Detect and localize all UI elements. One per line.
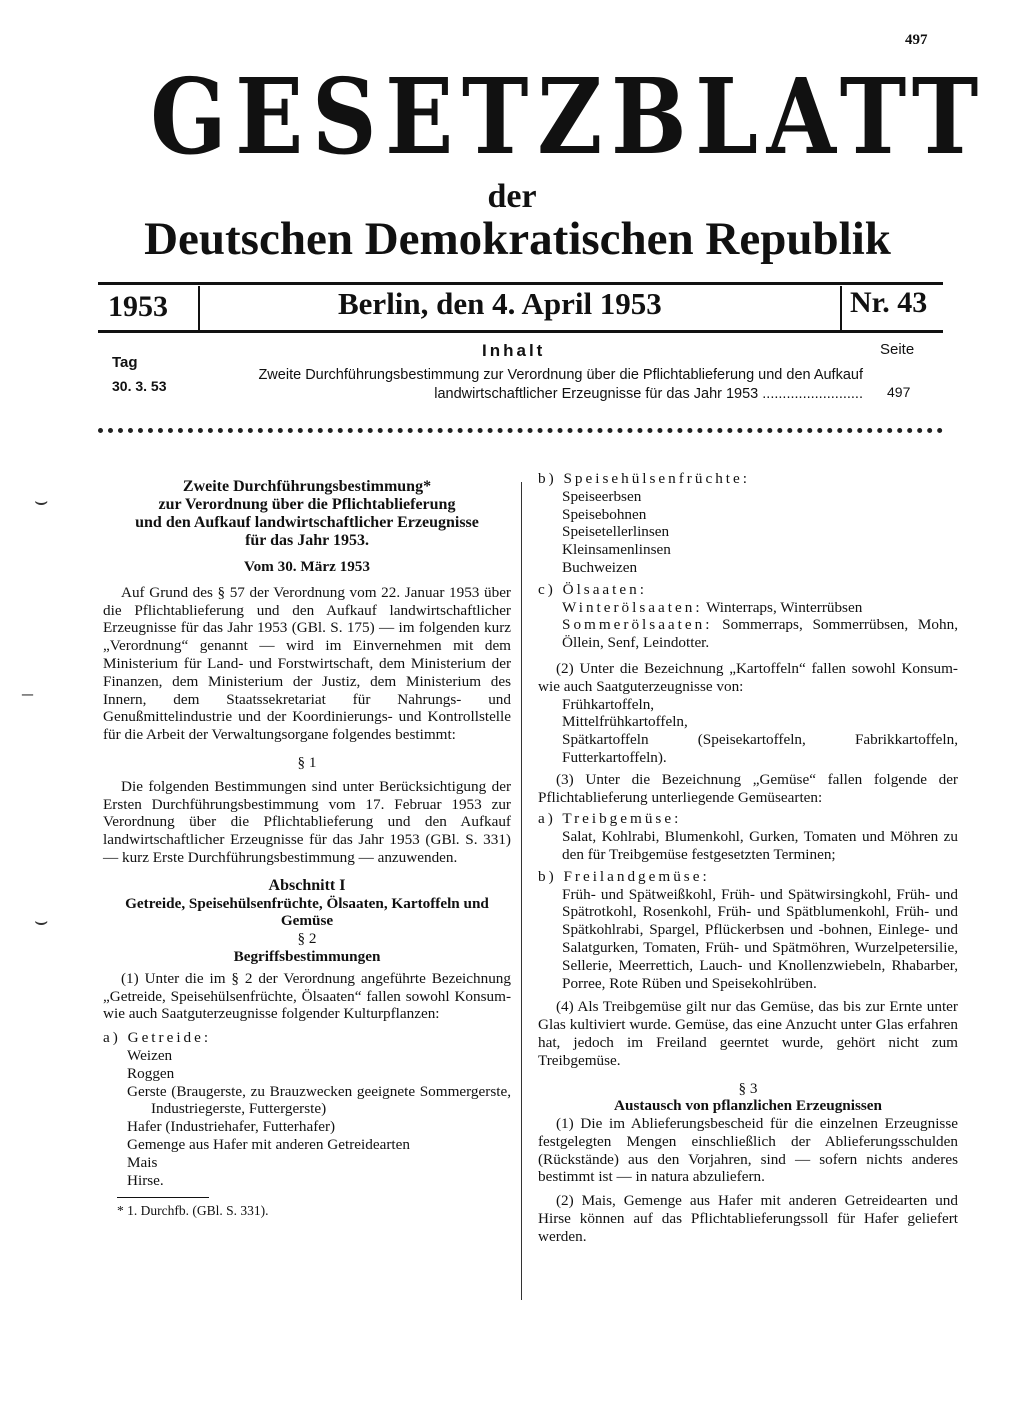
- regulation-title-line: zur Verordnung über die Pflichtablieferung: [158, 496, 456, 513]
- regulation-title-line: für das Jahr 1953.: [245, 532, 369, 549]
- vegetable-a-label: a) Treibgemüse:: [538, 810, 682, 828]
- toc-page-label: Seite: [880, 341, 915, 358]
- section-1-text: Die folgenden Bestimmungen sind unter Berücksichtigung der Ersten Durchführungsbestimmung vom 17. Februar 1953 zur Verordnung über die Pflichtablieferung und den Aufkauf landwirtschaftlicher Erzeugnisse für das Jahr 1953 (GBl. S. 331) — kurz Erste Durchführungsbestimmung — anzuwenden.: [103, 777, 511, 866]
- winter-oilseed-text: Winterraps, Winterrübsen: [706, 598, 863, 616]
- list-item: Gemenge aus Hafer mit anderen Getreidearten: [127, 1135, 410, 1153]
- regulation-title: [103, 478, 511, 550]
- margin-hole-mark: ⌣: [34, 488, 49, 513]
- column-divider: [521, 482, 522, 1300]
- list-item: Hirse.: [127, 1171, 164, 1189]
- issue-divider-right: [840, 286, 842, 330]
- section-2-paragraph-4: (4) Als Treibgemüse gilt nur das Gemüse, das bis zur Ernte unter Glas kultiviert wurde. Gemüse, das eine Anzucht unter Glas erfahren hat, jedoch im Freiland geerntet wurde, gehört nicht zum Treibgemüse.: [538, 998, 958, 1069]
- vegetable-b-text: Früh- und Spätweißkohl, Früh- und Spätwirsingkohl, Früh- und Spätrotkohl, Rosenkohl, Früh- und Spätblumenkohl, Früh- und Spätkohlrabi, Spargel, Pflückerbsen und -bohnen, Einlege- und Salatgurken, Tomaten, Früh- und Spätmöhren, Wurzelpetersilie, Sellerie, Meerrettich, Lauch- und Knollenzwiebeln, Rhabarber, Porree, Rote Rüben und Speisekohlrüben.: [562, 885, 958, 992]
- toc-entry-title[interactable]: Zweite Durchführungsbestimmung zur Verordnung über die Pflichtablieferung und den Aufkauf landwirtschaftlicher Erzeugnisse für das Jahr 1953 .........................: [258, 367, 863, 402]
- regulation-date: Vom 30. März 1953: [244, 558, 370, 575]
- summer-oilseed-text: Sommerraps, Sommerrübsen, Mohn, Öllein, Senf, Leindotter.: [562, 616, 958, 652]
- part-subheading: Getreide, Speisehülsenfrüchte, Ölsaaten, Kartoffeln und Gemüse: [125, 894, 489, 930]
- masthead-title: GESETZBLATT: [150, 55, 987, 178]
- list-item: Buchweizen: [562, 558, 638, 576]
- issue-bar-bottom-rule: [98, 330, 943, 333]
- list-a-label: a) Getreide:: [103, 1029, 212, 1047]
- right-column: [538, 470, 958, 1246]
- list-item: Hafer (Industriehafer, Futterhafer): [127, 1118, 336, 1136]
- footnote-rule: [117, 1197, 209, 1198]
- winter-oilseed-label: Winterölsaaten:: [562, 598, 703, 616]
- list-item: Speisebohnen: [562, 505, 647, 523]
- list-item: Speisetellerlinsen: [562, 523, 670, 541]
- section-3-title: Austausch von pflanzlichen Erzeugnissen: [614, 1097, 882, 1115]
- toc-heading: Inhalt: [482, 341, 546, 360]
- list-item: Gerste (Braugerste, zu Brauzwecken geeignete Sommergerste, Industriegerste, Futtergerste): [127, 1082, 511, 1118]
- toc-separator: [98, 428, 943, 433]
- section-3-paragraph-1: (1) Die im Ablieferungsbescheid für die einzelnen Erzeugnisse festgelegten Mengen einschließlich der Ablieferungsschulden (Rückstände) aus den Vorjahren, sind — sofern nichts anderes bestimmt ist — in natura abzuliefern.: [538, 1115, 958, 1186]
- vegetable-b-label: b) Freilandgemüse:: [538, 867, 710, 885]
- preamble: Auf Grund des § 57 der Verordnung vom 22. Januar 1953 über die Pflichtablieferung und den Aufkauf landwirtschaftlicher Erzeugnisse für das Jahr 1953 (GBl. S. 175) — im folgenden kurz „Verordnung“ genannt — wird im Einvernehmen mit dem Ministerium für Land- und Forstwirtschaft, dem Ministerium der Finanzen, dem Ministerium der Justiz, dem Ministerium des Innern, dem Staatssekretariat für Nahrungs- und Genußmittelindustrie und der Koordinierungs- und Kontrollstelle für die Arbeit der Verwaltungsorgane folgendes bestimmt:: [103, 583, 511, 744]
- list-item: Roggen: [127, 1064, 175, 1082]
- list-b-label: b) Speisehülsenfrüchte:: [538, 470, 750, 487]
- section-3-heading: § 3: [738, 1079, 758, 1097]
- toc-entry-page: 497: [887, 384, 911, 400]
- section-2-title: Begriffsbestimmungen: [233, 947, 381, 965]
- list-item: Speiseerbsen: [562, 487, 642, 505]
- vegetable-a-text: Salat, Kohlrabi, Blumenkohl, Gurken, Tomaten und Möhren zu den für Treibgemüse festgesetzten Terminen;: [562, 828, 958, 863]
- issue-bar: [98, 286, 943, 330]
- issue-bar-top-rule: [98, 282, 943, 285]
- masthead-der: der: [487, 178, 537, 215]
- left-column: [103, 478, 511, 1220]
- issue-divider-left: [198, 286, 200, 330]
- regulation-title-line: Zweite Durchführungsbestimmung*: [182, 478, 432, 495]
- list-item: Frühkartoffeln,: [562, 695, 655, 713]
- margin-dash-mark: –: [22, 680, 33, 705]
- section-1-heading: § 1: [297, 753, 317, 771]
- section-3-paragraph-2: (2) Mais, Gemenge aus Hafer mit anderen Getreidearten und Hirse können auf das Pflichtablieferungssoll für Hafer geliefert werden.: [538, 1192, 958, 1245]
- issue-place-date: Berlin, den 4. April 1953: [338, 286, 662, 321]
- list-c-label: c) Ölsaaten:: [538, 580, 647, 598]
- section-2-heading: § 2: [297, 930, 317, 948]
- section-2-paragraph-2: (2) Unter die Bezeichnung „Kartoffeln“ fallen sowohl Konsum- wie auch Saatguterzeugnisse von:: [538, 659, 958, 695]
- section-2-paragraph-3: (3) Unter die Bezeichnung „Gemüse“ fallen folgende der Pflichtablieferung unterliegende Gemüsearten:: [538, 770, 958, 806]
- margin-hole-mark: ⌣: [34, 908, 49, 933]
- toc-tag-label: Tag: [112, 354, 138, 371]
- list-item: Spätkartoffeln (Speisekartoffeln, Fabrikkartoffeln, Futterkartoffeln).: [562, 731, 958, 766]
- issue-number: Nr. 43: [850, 286, 928, 319]
- page-number: 497: [905, 32, 928, 48]
- part-heading: Abschnitt I: [268, 876, 346, 894]
- toc-entry-date: 30. 3. 53: [112, 378, 167, 394]
- masthead-republic: Deutschen Demokratischen Republik: [144, 213, 891, 265]
- list-item: Mittelfrühkartoffeln,: [562, 713, 688, 731]
- section-2-paragraph-1: (1) Unter die im § 2 der Verordnung angeführte Bezeichnung „Getreide, Speisehülsenfrüchte, Ölsaaten“ fallen sowohl Konsum- wie auch Saatguterzeugnisse folgender Kulturpflanzen:: [103, 969, 511, 1023]
- list-item: Weizen: [127, 1046, 173, 1064]
- list-item: Mais: [127, 1153, 158, 1171]
- summer-oilseed-label: Sommerölsaaten:: [562, 616, 713, 634]
- regulation-title-line: und den Aufkauf landwirtschaftlicher Erzeugnisse: [135, 514, 479, 531]
- footnote: * 1. Durchfb. (GBl. S. 331).: [117, 1203, 269, 1219]
- list-item: Kleinsamenlinsen: [562, 541, 671, 559]
- issue-year: 1953: [108, 290, 168, 323]
